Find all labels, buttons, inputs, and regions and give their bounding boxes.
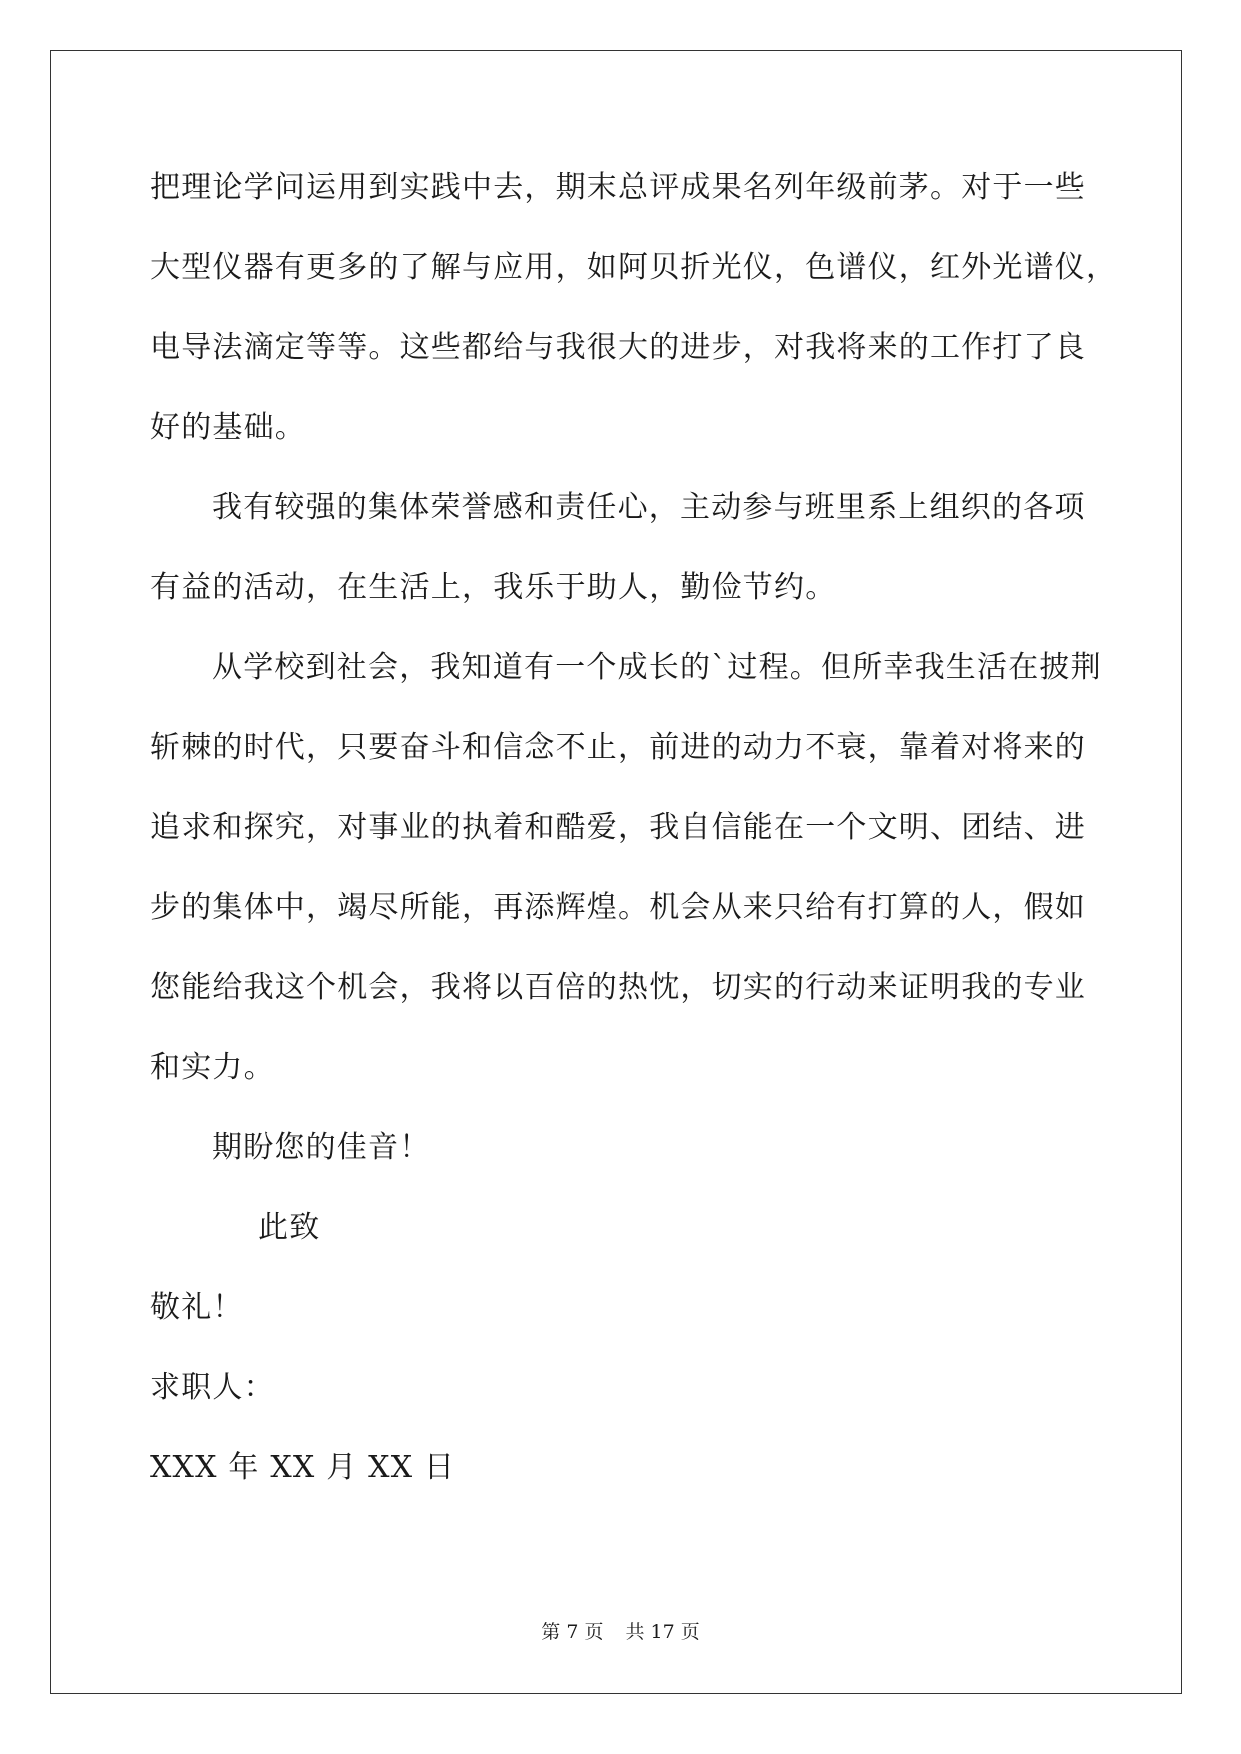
date-line: XXX 年 XX 月 XX 日 [150, 1450, 456, 1485]
page-number: 第 7 页 [541, 1621, 604, 1643]
body-line: 和实力。 [150, 1050, 275, 1085]
body-line: 电导法滴定等等。这些都给与我很大的进步，对我将来的工作打了良 [150, 330, 1086, 365]
body-line: 有益的活动，在生活上，我乐于助人，勤俭节约。 [150, 570, 837, 605]
salutation-cizhi: 此致 [258, 1210, 321, 1245]
body-line: 步的集体中，竭尽所能，再添辉煌。机会从来只给有打算的人，假如 [150, 890, 1086, 925]
body-line: 大型仪器有更多的了解与应用，如阿贝折光仪，色谱仪，红外光谱仪， [150, 250, 1118, 285]
salutation-jingli: 敬礼！ [150, 1290, 244, 1325]
body-line: 您能给我这个机会，我将以百倍的热忱，切实的行动来证明我的专业 [150, 970, 1086, 1005]
letter-body [150, 148, 1118, 1508]
closing-wish: 期盼您的佳音！ [212, 1130, 431, 1165]
signature-label: 求职人： [150, 1370, 275, 1405]
paragraph-start-line: 从学校到社会，我知道有一个成长的`过程。但所幸我生活在披荆 [212, 650, 1102, 685]
body-line: 把理论学问运用到实践中去，期末总评成果名列年级前茅。对于一些 [150, 170, 1086, 205]
body-line: 斩棘的时代，只要奋斗和信念不止，前进的动力不衰，靠着对将来的 [150, 730, 1086, 765]
page-total: 共 17 页 [625, 1621, 700, 1643]
page-footer [0, 1617, 1241, 1644]
paragraph-start-line: 我有较强的集体荣誉感和责任心，主动参与班里系上组织的各项 [212, 490, 1086, 525]
body-line: 追求和探究，对事业的执着和酷爱，我自信能在一个文明、团结、进 [150, 810, 1086, 845]
body-line: 好的基础。 [150, 410, 306, 445]
